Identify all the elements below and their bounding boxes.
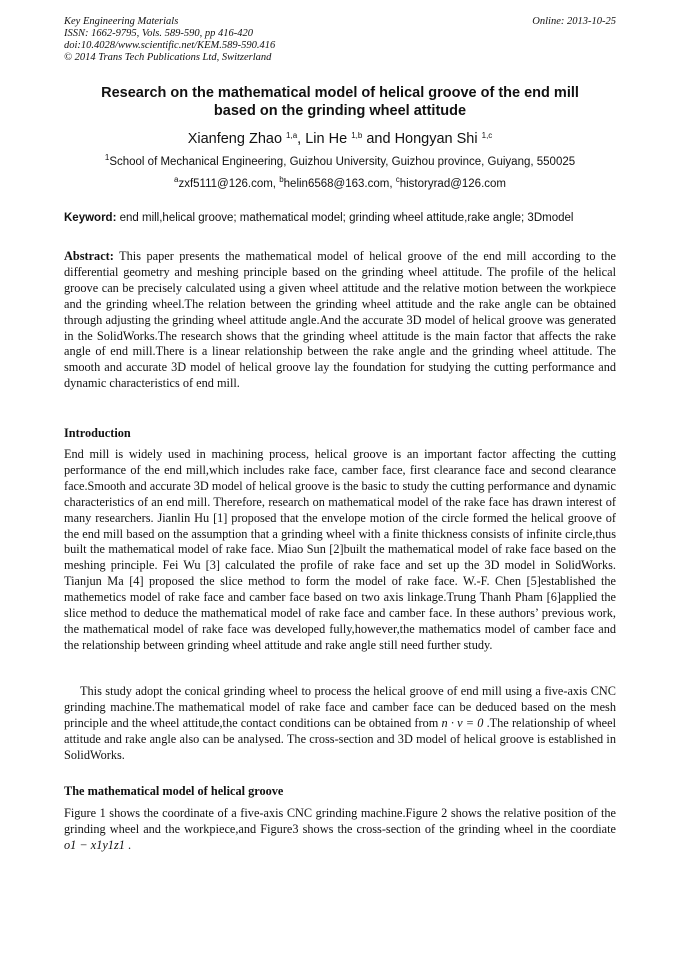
contact-equation: n · v = 0 bbox=[441, 715, 484, 730]
journal-copyright: © 2014 Trans Tech Publications Ltd, Switzerland bbox=[64, 52, 272, 63]
email-c: historyrad@126.com bbox=[399, 178, 506, 190]
author-list bbox=[64, 130, 616, 148]
author-emails bbox=[64, 177, 616, 191]
journal-header bbox=[64, 16, 616, 64]
intro-paragraph-1: End mill is widely used in machining process, helical groove is an important factor affecting the cutting performance of the end mill,which includes rake face, camber face, first clearance face and second clearance face.Smooth and accurate 3D model of helical groove is the basic to study the cutting performance and dynamic characteristics of an end mill. Therefore, research on mathematical model of the rake face has drawn interest of many researchers. Jianlin Hu [1] proposed that the envelope motion of the circle formed the helical groove of the end mill based on the assumption that a grinding wheel with a finite thickness consists of infinite circle,thus built the mathematical model of rake face. Miao Sun [2]built the mathematical model of rake face based on the meshing principle. Fei Wu [3] calculated the profile of rake face and set up the 3D model in SolidWorks. Tianjun Ma [4] proposed the slice method to form the model of rake face. W.-F. Chen [5]established the mathemetics model of rake face and camber face based on two axis linkage.Trung Thanh Pham [6]applied the slice method to deduce the mathematical model of rake face and camber face. In these authors’ previous work, the mathematical model of rake face was developed fully,however,the mathematics model of camber face and the relationship between grinding wheel attitude and rake angle still need further study. bbox=[64, 447, 616, 652]
section-heading-introduction: Introduction bbox=[64, 426, 131, 440]
abstract bbox=[64, 249, 616, 392]
paper-title bbox=[64, 84, 616, 120]
author-1-affil: 1,a bbox=[286, 131, 298, 140]
keyword-label: Keyword: bbox=[64, 212, 117, 224]
model-p1-text-a: Figure 1 shows the coordinate of a five-axis CNC grinding machine.Figure 2 shows the relative position of the grinding wheel and the workpiece,and Figure3 shows the cross-section of the grinding wheel in the coordiate bbox=[64, 806, 616, 836]
journal-name: Key Engineering Materials bbox=[64, 16, 179, 27]
model-p1-text-b: . bbox=[124, 837, 132, 852]
email-c-sup: c bbox=[395, 175, 400, 184]
email-b: helin6568@163.com, bbox=[283, 178, 396, 190]
email-b-sup: b bbox=[279, 175, 284, 184]
author-1: Xianfeng Zhao bbox=[187, 131, 283, 147]
author-3: Hongyan Shi bbox=[394, 131, 478, 147]
model-paragraph-1 bbox=[64, 806, 616, 854]
author-separator: and bbox=[362, 131, 395, 147]
title-line-1: Research on the mathematical model of helical groove of the end mill bbox=[101, 85, 579, 101]
affiliation-city: , Guiyang, 550025 bbox=[481, 156, 576, 168]
author-3-affil: 1,c bbox=[481, 131, 493, 140]
email-a-sup: a bbox=[174, 175, 179, 184]
journal-doi: doi:10.4028/www.scientific.net/KEM.589-590.416 bbox=[64, 40, 276, 51]
intro-paragraph-2 bbox=[64, 684, 616, 764]
author-2: Lin He bbox=[305, 131, 348, 147]
online-date: Online: 2013-10-25 bbox=[532, 16, 616, 27]
affiliation bbox=[64, 155, 616, 169]
email-a: zxf5111@126.com, bbox=[178, 178, 280, 190]
keywords bbox=[64, 211, 616, 225]
title-line-2: based on the grinding wheel attitude bbox=[213, 103, 467, 119]
intro-p2-text-b: .The relationship of wheel attitude and rake angle also can be analysed. The cross-section and 3D model of helical groove is established in SolidWorks. bbox=[64, 715, 616, 762]
affiliation-text: School of Mechanical Engineering, Guizhou University, Guizhou province bbox=[109, 156, 482, 168]
abstract-label: Abstract: bbox=[64, 249, 114, 263]
intro-p2-text-a: This study adopt the conical grinding wheel to process the helical groove of end mill using a five-axis CNC grinding machine.The mathematical model of rake face and camber face can be deduced based on the mesh principle and the wheel attitude,the contact conditions can be obtained from bbox=[64, 684, 616, 730]
abstract-text: This paper presents the mathematical model of helical groove of the end mill according to the differential geometry and meshing principle based on the grinding wheel attitude. The profile of the helical groove can be precisely calculated using a given wheel attitude and the relative motion between the workpiece and the grinding wheel.The relation between the grinding wheel attitude and the rake angle can be obtained through adjusting the grinding wheel attitude angle.And the accurate 3D model of helical groove was generated in the SolidWorks.The research shows that the grinding wheel attitude is the main factor that affects the rake angle of end mill.There is a linear relationship between the rake angle and the grinding wheel attitude. The smooth and accurate 3D model of helical groove lay the foundation for studying the cutting performance and dynamic characteristics of end mill. bbox=[64, 249, 616, 391]
section-heading-model: The mathematical model of helical groove bbox=[64, 784, 284, 798]
author-2-affil: 1,b bbox=[351, 131, 363, 140]
affiliation-sup: 1 bbox=[104, 153, 110, 162]
coordinate-system-expr: o1 − x1y1z1 bbox=[64, 837, 125, 852]
keyword-text: end mill,helical groove; mathematical model; grinding wheel attitude,rake angle; 3Dmodel bbox=[116, 212, 574, 224]
author-separator: , bbox=[297, 131, 306, 147]
journal-issn: ISSN: 1662-9795, Vols. 589-590, pp 416-420 bbox=[64, 28, 253, 39]
